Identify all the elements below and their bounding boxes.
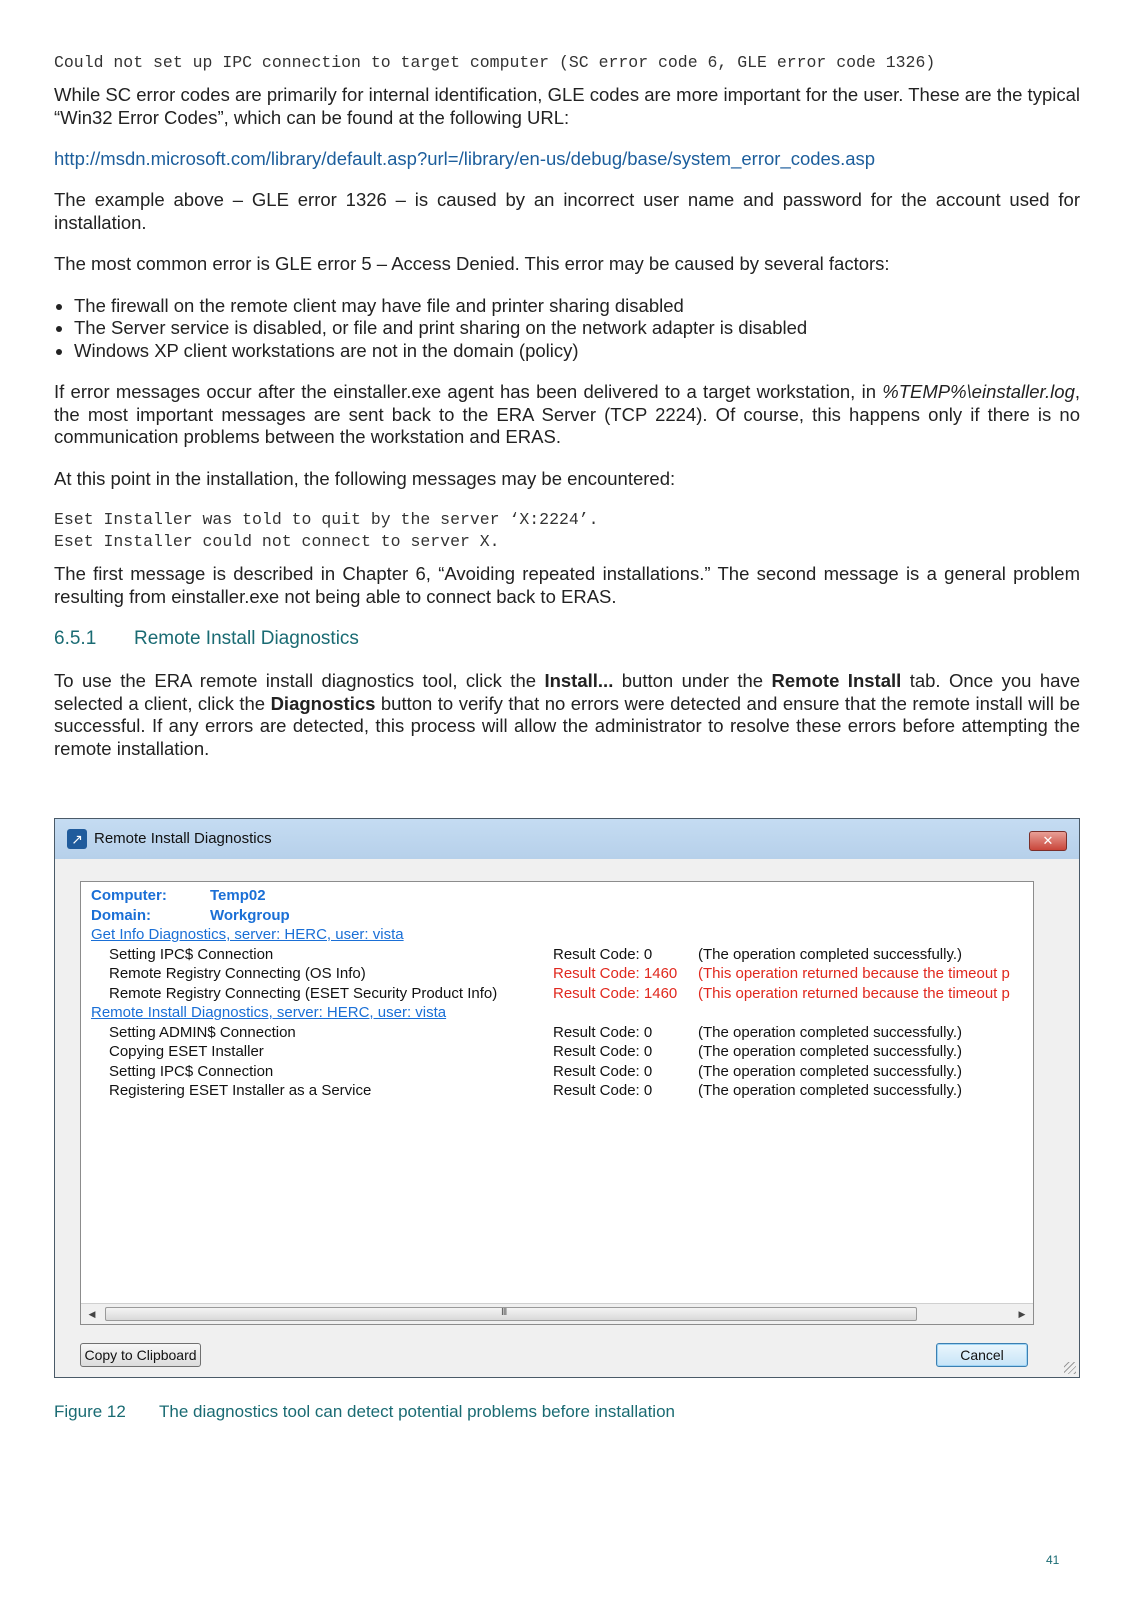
result-message: (The operation completed successfully.) (698, 1082, 963, 1099)
paragraph-first-message: The first message is described in Chapter 6, “Avoiding repeated installations.” The second message is a general problem resulting from einstaller.exe not being able to connect back to ERAS. (54, 563, 1080, 607)
computer-label: Computer: (91, 887, 167, 904)
close-button[interactable] (1029, 831, 1067, 851)
paragraph-text: button under the (613, 670, 772, 691)
domain-label: Domain: (91, 906, 151, 924)
step-name: Setting IPC$ Connection (109, 945, 274, 963)
group-heading-row (91, 1003, 1034, 1023)
log-content (91, 886, 1034, 1101)
paragraph-text: , the most important messages are sent back to the ERA Server (TCP 2224). Of course, this happens only if there is no communication problems between the workstation and ERAS. (54, 381, 1080, 447)
result-code: Result Code: 0 (553, 1082, 653, 1099)
dialog-titlebar[interactable] (55, 819, 1079, 859)
paragraph-diagnostics-usage (54, 670, 1080, 760)
result-code: Result Code: 0 (553, 1043, 653, 1060)
step-name: Remote Registry Connecting (OS Info) (109, 965, 366, 982)
domain-value: Workgroup (210, 906, 290, 924)
result-message: (The operation completed successfully.) (698, 1023, 963, 1041)
code-line-connect: Eset Installer could not connect to server X. (54, 532, 500, 551)
step-name: Copying ESET Installer (109, 1043, 264, 1060)
scrollbar-thumb[interactable] (105, 1307, 917, 1321)
paragraph-gle-1326: The example above – GLE error 1326 – is caused by an incorrect user name and password for the account used for installation. (54, 189, 1080, 233)
section-number: 6.5.1 (54, 628, 97, 649)
get-info-diagnostics-link[interactable]: Get Info Diagnostics, server: HERC, user: vista (91, 926, 404, 943)
step-name: Registering ESET Installer as a Service (109, 1082, 372, 1099)
table-row (91, 1062, 1034, 1082)
result-message: (The operation completed successfully.) (698, 945, 963, 963)
page-number: 41 (1046, 1553, 1060, 1567)
paragraph-text: To use the ERA remote install diagnostics tool, click the (54, 670, 545, 691)
dialog-client-area (55, 859, 1079, 1377)
paragraph-text: tab. Once you have selected a client, click the (54, 670, 1080, 714)
table-row (91, 1081, 1034, 1101)
table-row (91, 964, 1034, 984)
scroll-right-icon[interactable]: ▶ (1018, 1309, 1026, 1319)
diagnostics-log-view[interactable] (80, 881, 1034, 1325)
remote-install-tab-ref: Remote Install (771, 670, 902, 691)
step-name: Setting ADMIN$ Connection (109, 1023, 296, 1041)
close-icon: ✕ (1042, 833, 1054, 848)
computer-value: Temp02 (210, 887, 266, 904)
paragraph-text: button to verify that no errors were detected and ensure that the remote install will be successful. If any errors are detected, this process will allow the administrator to resolve these errors before attempting the remote installation. (54, 692, 1080, 759)
step-name: Remote Registry Connecting (ESET Security Product Info) (109, 984, 498, 1002)
table-row (91, 945, 1034, 965)
document-body (54, 52, 1080, 760)
group-heading-row (91, 925, 1034, 945)
computer-row (91, 886, 1034, 906)
table-row (91, 984, 1034, 1004)
resize-grip-icon[interactable] (1064, 1362, 1076, 1374)
msdn-error-codes-link[interactable]: http://msdn.microsoft.com/library/default.asp?url=/library/en-us/debug/base/system_error_codes.asp (54, 148, 876, 169)
figure-caption-text: The diagnostics tool can detect potential problems before installation (159, 1402, 675, 1421)
result-message: (This operation returned because the timeout p (698, 984, 1010, 1002)
figure-number: Figure 12 (54, 1402, 126, 1421)
section-heading (54, 627, 1080, 651)
list-item: • Windows XP client workstations are not in the domain (policy) (74, 340, 1080, 363)
table-row (91, 1042, 1034, 1062)
result-code: Result Code: 1460 (553, 984, 678, 1002)
scroll-grip: III (501, 1307, 507, 1318)
result-message: (The operation completed successfully.) (698, 1062, 963, 1080)
result-message: (This operation returned because the timeout p (698, 965, 1010, 982)
intro-code-line: Could not set up IPC connection to target computer (SC error code 6, GLE error code 1326) (54, 53, 936, 72)
result-code: Result Code: 0 (553, 1023, 653, 1041)
remote-install-diagnostics-link[interactable]: Remote Install Diagnostics, server: HERC, user: vista (91, 1004, 447, 1021)
section-title: Remote Install Diagnostics (134, 628, 359, 649)
result-code: Result Code: 0 (553, 1062, 653, 1080)
remote-install-diagnostics-dialog (54, 818, 1080, 1378)
result-code: Result Code: 1460 (553, 965, 678, 982)
log-path: %TEMP%\einstaller.log (882, 381, 1075, 402)
step-name: Setting IPC$ Connection (109, 1062, 274, 1080)
paragraph-messages-intro: At this point in the installation, the following messages may be encountered: (54, 467, 676, 489)
scroll-left-icon[interactable]: ◀ (88, 1309, 96, 1319)
install-button-ref: Install... (544, 670, 614, 691)
factor-list (54, 295, 1080, 363)
app-icon: ↗ (67, 829, 87, 849)
figure-caption (54, 1402, 675, 1422)
dialog-title: Remote Install Diagnostics (94, 830, 272, 847)
table-row (91, 1023, 1034, 1043)
diagnostics-button-ref: Diagnostics (270, 692, 376, 714)
paragraph-win32-codes: While SC error codes are primarily for internal identification, GLE codes are more important for the user. These are the typical “Win32 Error Codes”, which can be found at the following URL: (54, 84, 1080, 128)
copy-to-clipboard-button[interactable]: Copy to Clipboard (80, 1343, 201, 1367)
paragraph-gle-5: The most common error is GLE error 5 – Access Denied. This error may be caused by several factors: (54, 253, 890, 274)
domain-row (91, 906, 1034, 926)
code-line-quit: Eset Installer was told to quit by the server ‘X:2224’. (54, 510, 599, 529)
result-code: Result Code: 0 (553, 945, 653, 963)
result-message: (The operation completed successfully.) (698, 1043, 963, 1060)
cancel-button[interactable]: Cancel (936, 1343, 1028, 1367)
horizontal-scrollbar[interactable] (81, 1303, 1033, 1324)
list-item: • The Server service is disabled, or file and print sharing on the network adapter is disabled (74, 317, 1080, 340)
paragraph-einstaller-log (54, 381, 1080, 449)
list-item: • The firewall on the remote client may have file and printer sharing disabled (74, 295, 1080, 318)
paragraph-text: If error messages occur after the einstaller.exe agent has been delivered to a target workstation, in (54, 381, 883, 402)
